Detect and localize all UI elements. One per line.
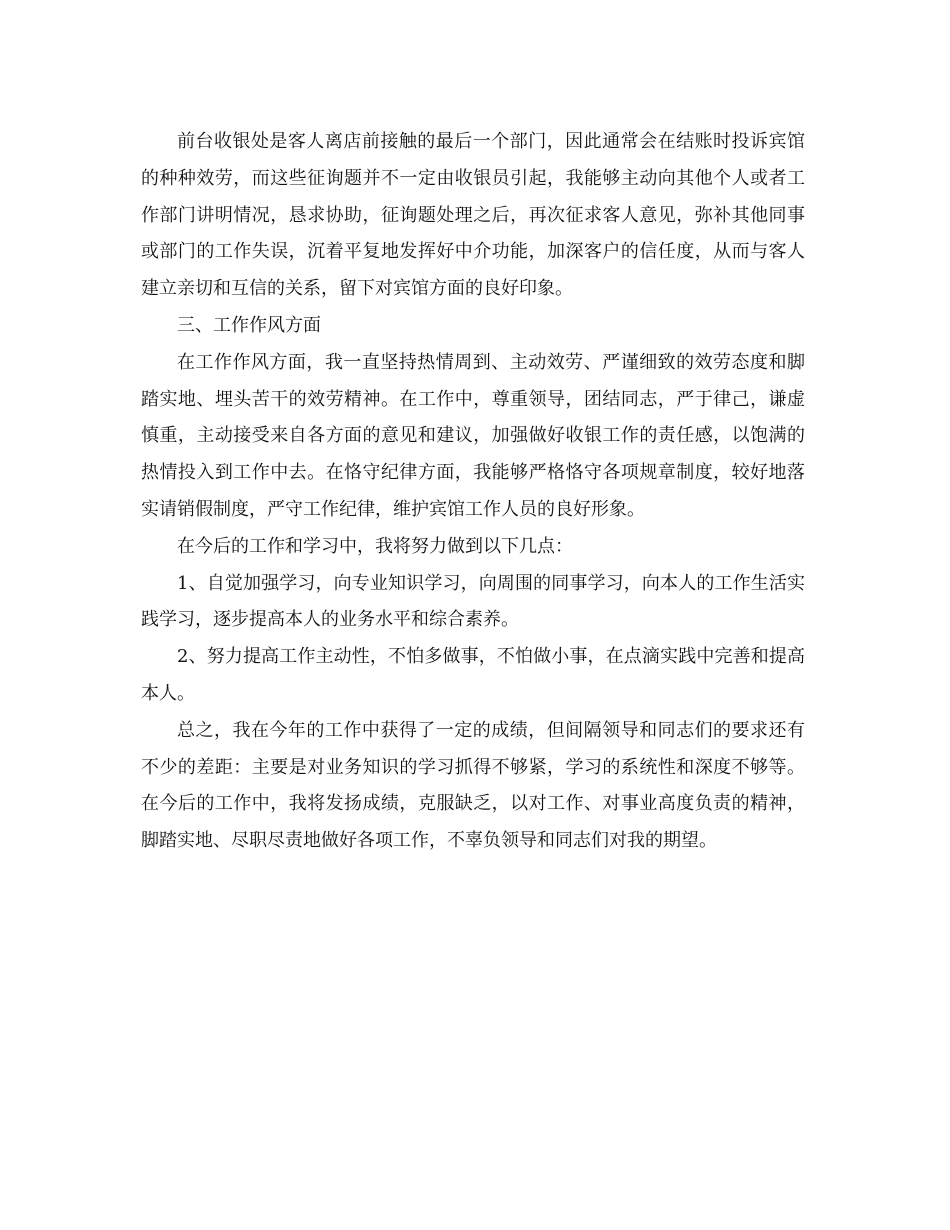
paragraph-work-style: 在工作作风方面，我一直坚持热情周到、主动效劳、严谨细致的效劳态度和脚踏实地、埋头苦干的效劳精神。在工作中，尊重领导，团结同志，严于律己，谦虚慎重，主动接受来自各方面的意见和建议，加强做好收银工作的责任感，以饱满的热情投入到工作中去。在恪守纪律方面，我能够严格恪守各项规章制度，较好地落实请销假制度，严守工作纪律，维护宾馆工作人员的良好形象。 bbox=[141, 351, 805, 520]
document-body bbox=[141, 124, 805, 860]
list-item-2: 2、努力提高工作主动性，不怕多做事，不怕做小事，在点滴实践中完善和提高本人。 bbox=[141, 646, 805, 704]
list-item-1: 1、自觉加强学习，向专业知识学习，向周围的同事学习，向本人的工作生活实践学习，逐步提高本人的业务水平和综合素养。 bbox=[141, 572, 805, 631]
paragraph-future-intro: 在今后的工作和学习中，我将努力做到以下几点： bbox=[177, 535, 573, 557]
paragraph-conclusion: 总之，我在今年的工作中获得了一定的成绩，但间隔领导和同志们的要求还有不少的差距：主要是对业务知识的学习抓得不够紧，学习的系统性和深度不够等。在今后的工作中，我将发扬成绩，克服缺乏，以对工作、对事业高度负责的精神，脚踏实地、尽职尽责地做好各项工作，不辜负领导和同志们对我的期望。 bbox=[141, 719, 805, 852]
section-heading-work-style: 三、工作作风方面 bbox=[177, 314, 321, 336]
paragraph-cashier-complaints: 前台收银处是客人离店前接触的最后一个部门，因此通常会在结账时投诉宾馆的种种效劳，而这些征询题并不一定由收银员引起，我能够主动向其他个人或者工作部门讲明情况，恳求协助，征询题处理之后，再次征求客人意见，弥补其他同事或部门的工作失误，沉着平复地发挥好中介功能，加深客户的信任度，从而与客人建立亲切和互信的关系，留下对宾馆方面的良好印象。 bbox=[141, 131, 805, 300]
